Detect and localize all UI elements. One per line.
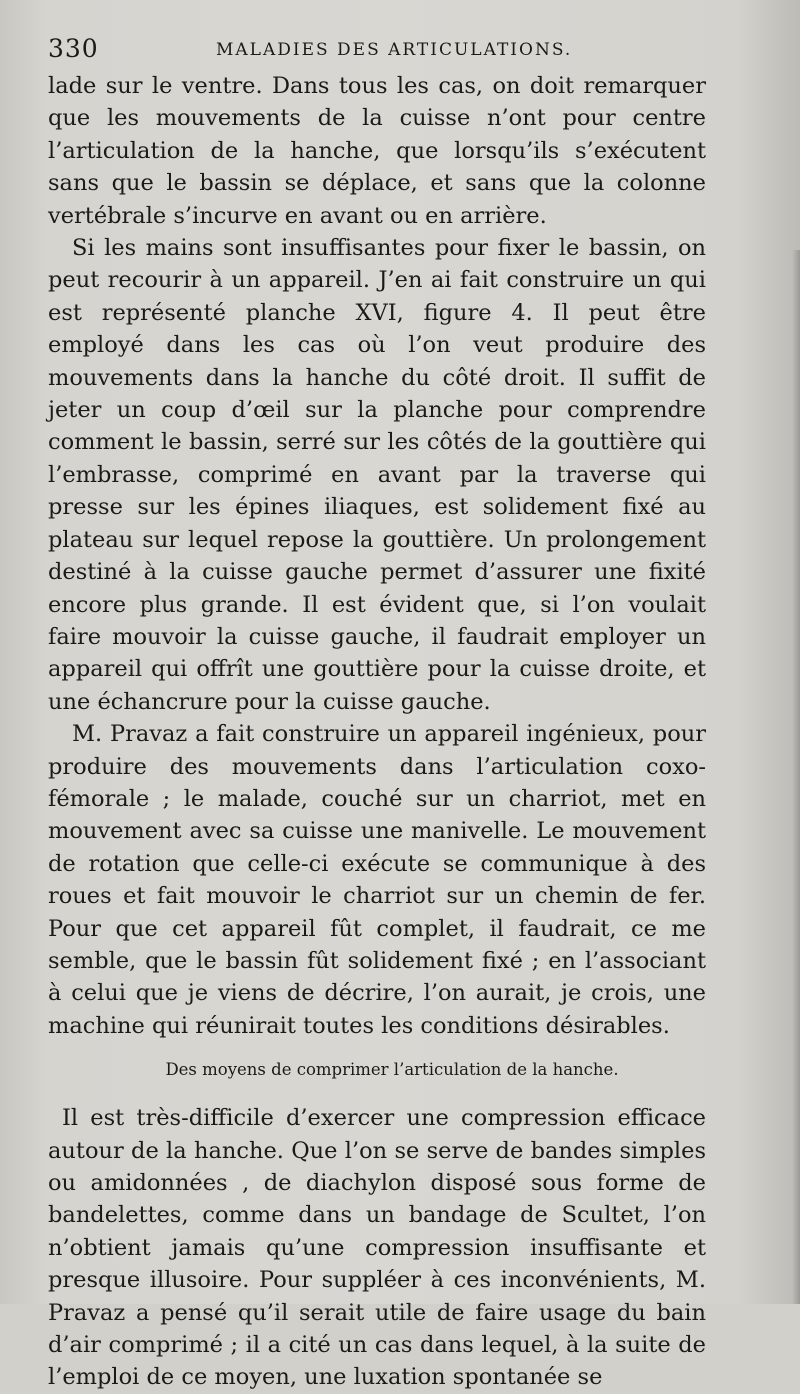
page-number: 330 bbox=[48, 34, 99, 63]
body-text bbox=[48, 70, 706, 1394]
page-edge-shadow bbox=[792, 250, 800, 1304]
page-header bbox=[48, 30, 748, 66]
paragraph-4: Il est très-difficile d’exercer une compression efficace autour de la hanche. Que l’on se serve de bandes simples ou amidonnées , de diachylon disposé sous forme de bandelettes, comme dans un bandage de Scultet, l’on n’obtient jamais qu’une compression insuffisante et presque illusoire. Pour suppléer à ces inconvénients, M. Pravaz a pensé qu’il serait utile de faire usage du bain d’air comprimé ; il a cité un cas dans lequel, à la suite de l’emploi de ce moyen, une luxation spontanée se bbox=[48, 1105, 706, 1391]
paragraph-3: M. Pravaz a fait construire un appareil ingénieux, pour produire des mouvements dans l’articulation coxo-fémorale ; le malade, couché sur un charriot, met en mouvement avec sa cuisse une manivelle. Le mouvement de rotation que celle-ci exécute se communique à des roues et fait mouvoir le charriot sur un chemin de fer. Pour que cet appareil fût complet, il faudrait, ce me semble, que le bassin fût solidement fixé ; en l’associant à celui que je viens de décrire, l’on aurait, je crois, une machine qui réunirait toutes les conditions désirables. bbox=[48, 721, 706, 1039]
running-title: MALADIES DES ARTICULATIONS. bbox=[216, 40, 573, 60]
section-heading: Des moyens de comprimer l’articulation de la hanche. bbox=[165, 1060, 619, 1080]
paragraph-1: lade sur le ventre. Dans tous les cas, on doit remarquer que les mouvements de la cuisse n’ont pour centre l’articulation de la hanche, que lorsqu’ils s’exécutent sans que le bassin se déplace, et sans que la colonne vertébrale s’incurve en avant ou en arrière. bbox=[48, 73, 706, 229]
paragraph-2: Si les mains sont insuffisantes pour fixer le bassin, on peut recourir à un appareil. J’en ai fait construire un qui est représenté planche XVI, figure 4. Il peut être employé dans les cas où l’on veut produire des mouvements dans la hanche du côté droit. Il suffit de jeter un coup d’œil sur la planche pour comprendre comment le bassin, serré sur les côtés de la gouttière qui l’embrasse, comprimé en avant par la traverse qui presse sur les épines iliaques, est solidement fixé au plateau sur lequel repose la gouttière. Un prolongement destiné à la cuisse gauche permet d’assurer une fixité encore plus grande. Il est évident que, si l’on voulait faire mouvoir la cuisse gauche, il faudrait employer un appareil qui offrît une gouttière pour la cuisse droite, et une échancrure pour la cuisse gauche. bbox=[48, 235, 706, 715]
